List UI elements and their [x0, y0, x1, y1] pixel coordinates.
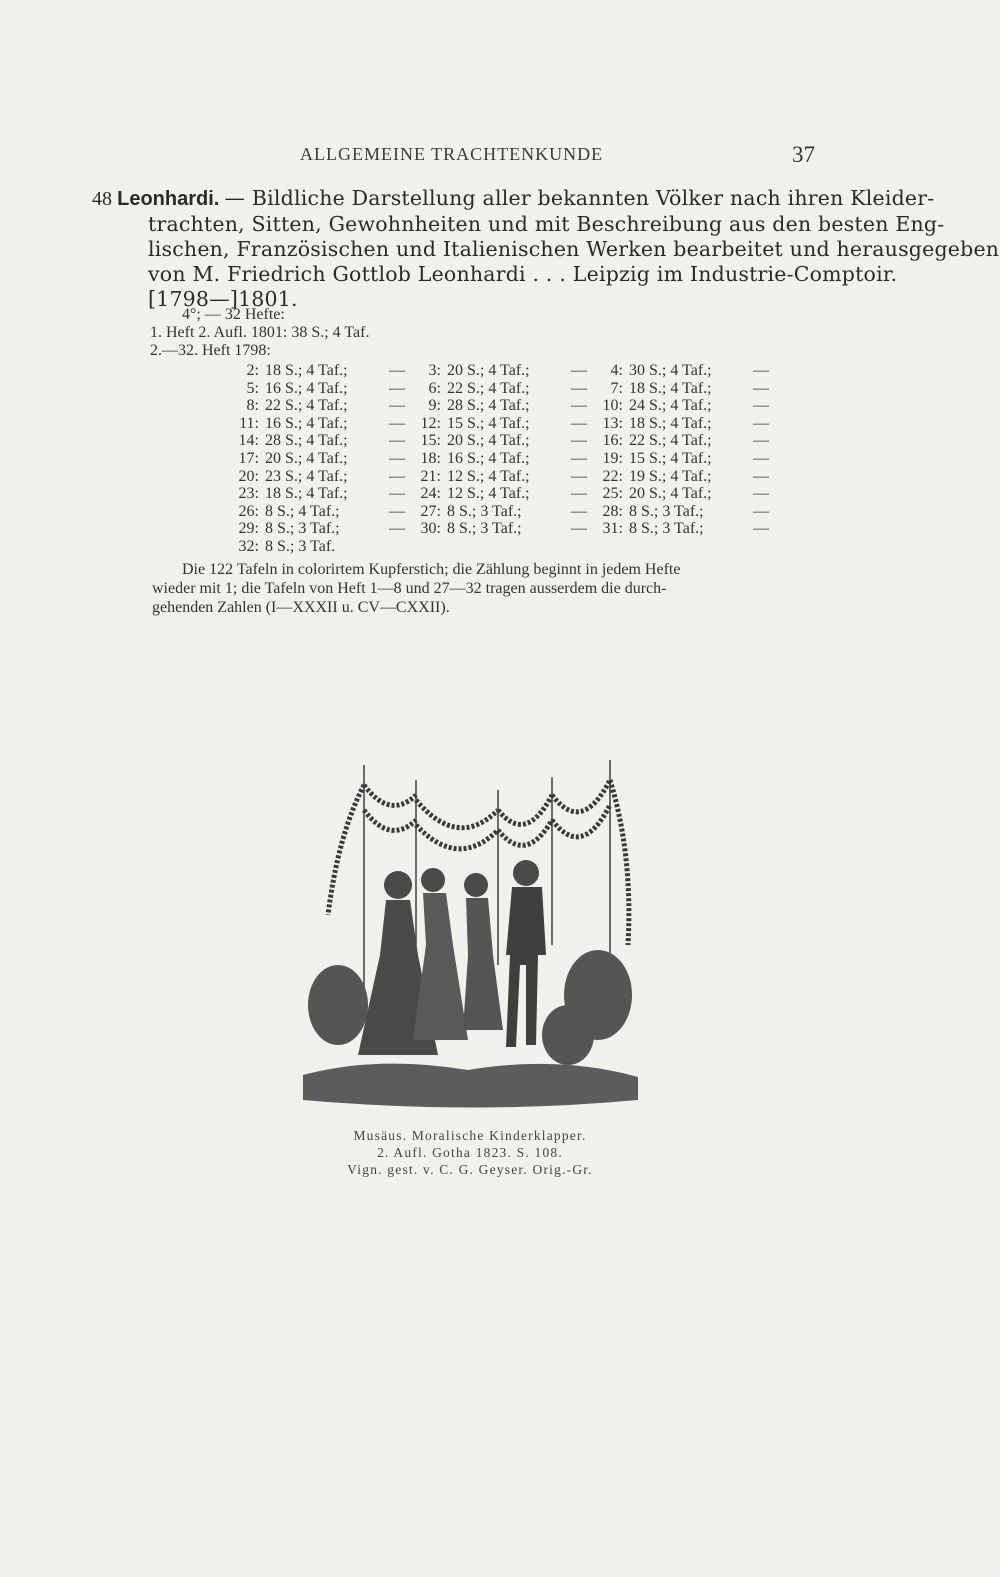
caption-line: Musäus. Moralische Kinderklapper.	[353, 1128, 587, 1143]
dash-separator: —	[571, 362, 587, 379]
dash-separator: —	[389, 502, 405, 520]
heft-number: 32:	[238, 537, 259, 555]
heft-number: 21:	[420, 467, 441, 485]
heft-number: 4:	[610, 362, 623, 379]
hefte-table-row	[226, 415, 772, 433]
heft-extent: 12 S.; 4 Taf.;	[447, 485, 530, 503]
heft-number: 22:	[602, 467, 623, 485]
bibliography-entry	[92, 186, 1000, 312]
heft-1-line: 1. Heft 2. Aufl. 1801: 38 S.; 4 Taf.	[150, 324, 370, 341]
entry-title-line: — Bildliche Darstellung aller bekannten Völker nach ihren Kleider-	[224, 186, 935, 210]
heft-number: 29:	[238, 520, 259, 538]
heft-extent: 8 S.; 3 Taf.;	[447, 520, 522, 538]
heft-extent: 20 S.; 4 Taf.;	[265, 449, 348, 467]
heft-number: 24:	[420, 485, 441, 503]
dash-separator: —	[389, 362, 405, 379]
heft-number: 20:	[238, 467, 259, 485]
heft-number: 19:	[602, 449, 623, 467]
heft-extent: 15 S.; 4 Taf.;	[629, 449, 712, 467]
vignette-engraving	[298, 755, 644, 1117]
dash-separator: —	[753, 520, 769, 538]
heft-extent: 18 S.; 4 Taf.;	[629, 379, 712, 397]
heft-extent: 12 S.; 4 Taf.;	[447, 467, 530, 485]
dash-separator: —	[389, 520, 405, 538]
heft-number: 31:	[602, 520, 623, 538]
hefte-table-row	[226, 520, 772, 538]
hefte-table-row	[226, 450, 772, 468]
dash-separator: —	[389, 414, 405, 432]
dash-separator: —	[571, 397, 587, 415]
heft-extent: 18 S.; 4 Taf.;	[629, 414, 712, 432]
dash-separator: —	[753, 414, 769, 432]
heft-number: 28:	[602, 502, 623, 520]
entry-date-line: [1798—]1801.	[148, 287, 298, 311]
dash-separator: —	[571, 467, 587, 485]
heft-number: 7:	[610, 379, 623, 397]
heft-extent: 30 S.; 4 Taf.;	[629, 362, 712, 379]
dash-separator: —	[571, 520, 587, 538]
dash-separator: —	[389, 397, 405, 415]
dash-separator: —	[753, 379, 769, 397]
dash-separator: —	[389, 485, 405, 503]
heft-extent: 16 S.; 4 Taf.;	[265, 379, 348, 397]
hefte-table-row	[226, 362, 772, 380]
dash-separator: —	[571, 379, 587, 397]
heft-extent: 15 S.; 4 Taf.;	[447, 414, 530, 432]
hefte-table-row	[226, 397, 772, 415]
heft-extent: 23 S.; 4 Taf.;	[265, 467, 348, 485]
vignette-caption	[300, 1127, 640, 1178]
heft-extent: 28 S.; 4 Taf.;	[265, 432, 348, 450]
heft-number: 3:	[428, 362, 441, 379]
heft-extent: 8 S.; 3 Taf.;	[265, 520, 340, 538]
heft-extent: 24 S.; 4 Taf.;	[629, 397, 712, 415]
dash-separator: —	[571, 449, 587, 467]
dash-separator: —	[753, 502, 769, 520]
note-line: wieder mit 1; die Tafeln von Heft 1—8 und 27—32 tragen ausserdem die durch-	[152, 580, 667, 597]
hefte-table	[226, 362, 772, 556]
heft-extent: 8 S.; 3 Taf.;	[447, 502, 522, 520]
entry-number: 48	[92, 188, 112, 210]
entry-title-line: lischen, Französischen und Italienischen Werken bearbeitet und herausgegeben	[148, 237, 1000, 261]
heft-number: 8:	[246, 397, 259, 415]
hefte-table-row	[226, 503, 772, 521]
caption-line: 2. Aufl. Gotha 1823. S. 108.	[377, 1145, 563, 1160]
heft-number: 27:	[420, 502, 441, 520]
hefte-table-body	[226, 362, 772, 556]
dash-separator: —	[753, 397, 769, 415]
dash-separator: —	[389, 379, 405, 397]
dash-separator: —	[389, 449, 405, 467]
heft-extent: 8 S.; 3 Taf.	[265, 537, 336, 555]
page-number: 37	[792, 142, 815, 167]
entry-author: Leonhardi.	[117, 188, 220, 210]
heft-extent: 20 S.; 4 Taf.;	[629, 485, 712, 503]
hefte-table-row	[226, 432, 772, 450]
heft-range-line: 2.—32. Heft 1798:	[150, 342, 271, 359]
dash-separator: —	[571, 414, 587, 432]
heft-extent: 18 S.; 4 Taf.;	[265, 362, 348, 379]
heft-number: 14:	[238, 432, 259, 450]
dash-separator: —	[753, 362, 769, 379]
dash-separator: —	[389, 432, 405, 450]
heft-extent: 18 S.; 4 Taf.;	[265, 485, 348, 503]
dash-separator: —	[753, 467, 769, 485]
ground	[303, 1064, 638, 1108]
heft-extent: 8 S.; 3 Taf.;	[629, 520, 704, 538]
entry-title-line: trachten, Sitten, Gewohnheiten und mit Beschreibung aus den besten Eng-	[148, 212, 945, 236]
heft-extent: 16 S.; 4 Taf.;	[265, 414, 348, 432]
collation	[150, 306, 830, 360]
heft-number: 2:	[246, 362, 259, 379]
entry-first-line	[92, 186, 935, 212]
heft-number: 17:	[238, 449, 259, 467]
heft-extent: 8 S.; 4 Taf.;	[265, 502, 340, 520]
heft-extent: 16 S.; 4 Taf.;	[447, 449, 530, 467]
running-title: ALLGEMEINE TRACHTENKUNDE	[300, 144, 604, 164]
note-line: Die 122 Tafeln in colorirtem Kupferstich; die Zählung beginnt in jedem Hefte	[182, 561, 681, 578]
plates-note	[152, 560, 818, 617]
entry-imprint-line: von M. Friedrich Gottlob Leonhardi . . . Leipzig im Industrie-Comptoir.	[148, 262, 898, 286]
heft-number: 6:	[428, 379, 441, 397]
dash-separator: —	[389, 467, 405, 485]
heft-number: 16:	[602, 432, 623, 450]
heft-number: 23:	[238, 485, 259, 503]
heft-extent: 20 S.; 4 Taf.;	[447, 362, 530, 379]
dash-separator: —	[753, 432, 769, 450]
heft-extent: 22 S.; 4 Taf.;	[265, 397, 348, 415]
heft-extent: 22 S.; 4 Taf.;	[447, 379, 530, 397]
heft-number: 13:	[602, 414, 623, 432]
heft-number: 11:	[239, 414, 259, 432]
caption-line: Vign. gest. v. C. G. Geyser. Orig.-Gr.	[347, 1162, 593, 1177]
figures	[358, 860, 546, 1055]
heft-extent: 22 S.; 4 Taf.;	[629, 432, 712, 450]
dash-separator: —	[753, 449, 769, 467]
heft-number: 12:	[420, 414, 441, 432]
heft-extent: 19 S.; 4 Taf.;	[629, 467, 712, 485]
heft-number: 18:	[420, 449, 441, 467]
heft-extent: 8 S.; 3 Taf.;	[629, 502, 704, 520]
dash-separator: —	[571, 485, 587, 503]
hefte-table-row	[226, 538, 772, 556]
heft-number: 26:	[238, 502, 259, 520]
dash-separator: —	[753, 485, 769, 503]
running-head	[0, 144, 1000, 174]
heft-number: 25:	[602, 485, 623, 503]
note-line: gehenden Zahlen (I—XXXII u. CV—CXXII).	[152, 599, 450, 616]
heft-number: 9:	[428, 397, 441, 415]
format-line: 4°; — 32 Hefte:	[182, 306, 285, 323]
dash-separator: —	[571, 502, 587, 520]
heft-number: 30:	[420, 520, 441, 538]
hefte-table-row	[226, 468, 772, 486]
dash-separator: —	[571, 432, 587, 450]
heft-number: 10:	[602, 397, 623, 415]
heft-number: 15:	[420, 432, 441, 450]
heft-extent: 20 S.; 4 Taf.;	[447, 432, 530, 450]
hefte-table-row	[226, 485, 772, 503]
hefte-table-row	[226, 380, 772, 398]
heft-extent: 28 S.; 4 Taf.;	[447, 397, 530, 415]
heft-number: 5:	[246, 379, 259, 397]
